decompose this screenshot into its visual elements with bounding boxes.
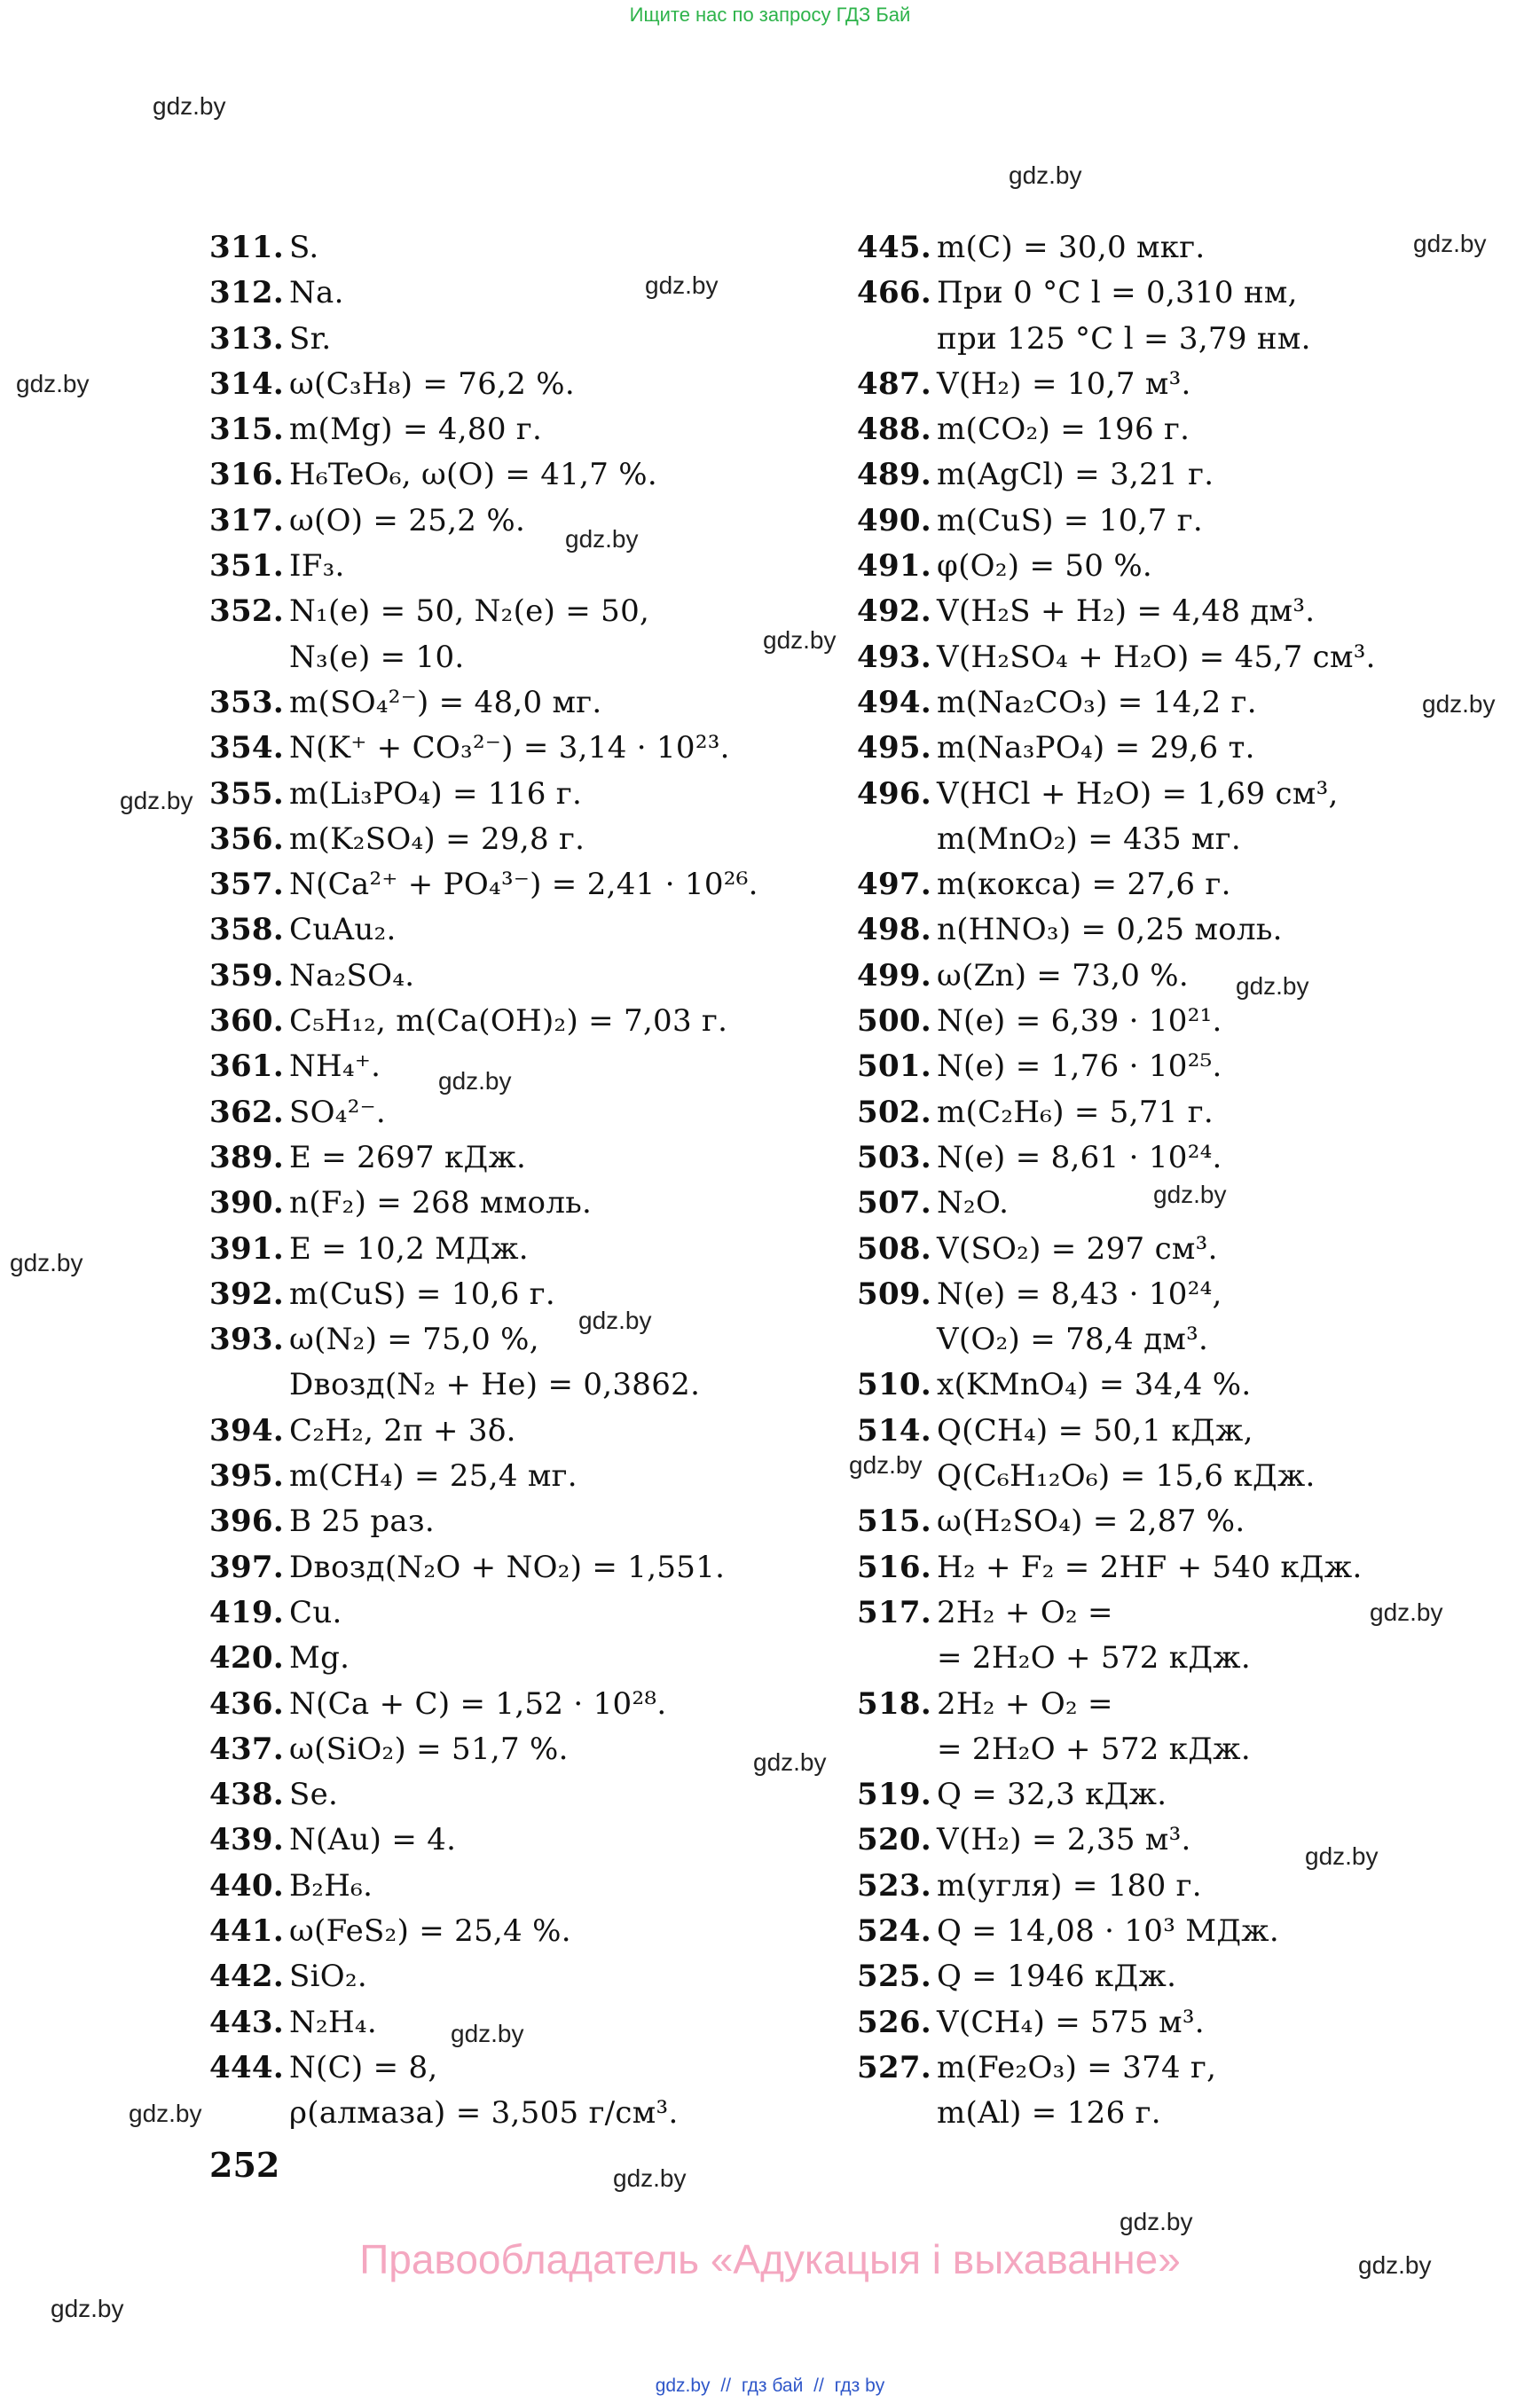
problem-number: 489. [857,457,932,493]
watermark: gdz.by [1370,1598,1443,1626]
answer-line [209,1454,758,1499]
problem-number: 397. [209,1549,285,1585]
answer-text: N(Au) = 4. [289,1822,457,1858]
problem-number: 438. [209,1777,285,1813]
problem-number: 439. [209,1822,285,1858]
problem-number: 312. [209,275,285,311]
answer-line [209,772,758,817]
problem-number: 488. [857,412,932,448]
answer-line [209,452,758,498]
footer-link-gdz-by[interactable]: gdz.by [655,2376,711,2396]
watermark: gdz.by [51,2295,124,2322]
answer-text: m(MnO₂) = 435 мг. [937,821,1241,857]
problem-number: 491. [857,548,932,585]
answer-text: n(F₂) = 268 ммоль. [289,1185,593,1221]
problem-number: 315. [209,412,285,448]
problem-number: 357. [209,867,285,903]
answer-text: В 25 раз. [289,1504,435,1540]
answer-text: Q = 1946 кДж. [937,1959,1177,1995]
answer-text: C₅H₁₂, m(Ca(OH)₂) = 7,03 г. [289,1003,728,1040]
answer-text: N(K⁺ + CO₃²⁻) = 3,14 · 10²³. [289,730,730,766]
top-banner: Ищите нас по запросу ГДЗ Бай [629,4,911,26]
problem-number: 502. [857,1094,932,1130]
answer-line [209,225,758,271]
watermark: gdz.by [645,271,719,299]
problem-number: 390. [209,1185,285,1221]
answer-line [857,907,1376,953]
answer-line [209,1772,758,1818]
watermark: gdz.by [1413,230,1487,257]
answer-text: 2H₂ + O₂ = [937,1685,1113,1722]
watermark: gdz.by [1422,690,1496,718]
watermark: gdz.by [578,1307,652,1334]
answer-text: N(Ca + C) = 1,52 · 10²⁸. [289,1685,667,1722]
problem-number: 419. [209,1594,285,1630]
answers-left-column [209,225,758,2136]
answer-text: m(CuS) = 10,6 г. [289,1276,556,1312]
watermark: gdz.by [849,1451,923,1479]
answer-text: N₁(e) = 50, N₂(e) = 50, [289,593,650,630]
answer-text: m(CH₄) = 25,4 мг. [289,1458,578,1495]
problem-number: 445. [857,230,932,265]
answer-line [857,999,1376,1044]
answer-line [857,2046,1376,2091]
answer-line [209,1682,758,1727]
answer-text: H₆TeO₆, ω(O) = 41,7 %. [289,457,658,493]
problem-number: 514. [857,1412,932,1449]
answer-line [857,1682,1376,1727]
answer-line [209,589,758,634]
answer-text: B₂H₆. [289,1867,373,1904]
problem-number: 358. [209,912,285,948]
copyright-notice: Правообладатель «Адукацыя і выхаванне» [359,2236,1181,2282]
problem-number: 500. [857,1003,932,1040]
problem-number: 519. [857,1777,932,1813]
problem-number: 509. [857,1276,932,1312]
answer-text: H₂ + F₂ = 2HF + 540 кДж. [937,1549,1363,1585]
answer-line [857,772,1376,817]
answer-line [209,1227,758,1272]
answer-text: N(e) = 6,39 · 10²¹. [937,1003,1222,1040]
answer-line [857,1818,1376,1863]
answer-text: m(SO₄²⁻) = 48,0 мг. [289,684,602,720]
answer-text: m(Mg) = 4,80 г. [289,412,543,448]
answer-text: ω(N₂) = 75,0 %, [289,1322,539,1358]
watermark: gdz.by [753,1748,827,1776]
watermark: gdz.by [1236,972,1309,1000]
answer-line [857,225,1376,271]
answer-line [857,817,1376,862]
problem-number: 351. [209,548,285,585]
answer-line [209,1818,758,1863]
answer-line [209,862,758,907]
problem-number: 317. [209,502,285,538]
answer-line [857,1362,1376,1408]
answer-line [857,1954,1376,1999]
answer-text: V(HCl + H₂O) = 1,69 см³, [937,775,1339,812]
answer-text: NH₄⁺. [289,1048,381,1085]
watermark: gdz.by [120,787,193,814]
answer-text: Q(C₆H₁₂O₆) = 15,6 кДж. [937,1458,1316,1495]
problem-number: 517. [857,1594,932,1630]
answer-text: ω(C₃H₈) = 76,2 %. [289,365,576,402]
problem-number: 444. [209,2049,285,2085]
answer-line [857,589,1376,634]
answer-line [209,726,758,771]
answer-text: S. [289,230,319,265]
problem-number: 497. [857,867,932,903]
watermark: gdz.by [565,525,639,553]
problem-number: 316. [209,457,285,493]
problem-number: 353. [209,684,285,720]
answer-line [209,954,758,999]
answer-text: IF₃. [289,548,345,585]
answer-text: N(e) = 8,43 · 10²⁴, [937,1276,1222,1312]
answer-text: m(AgCl) = 3,21 г. [937,457,1214,493]
problem-number: 503. [857,1139,932,1175]
answer-text: Na. [289,275,344,311]
answer-line [857,1909,1376,1954]
answer-text: ω(SiO₂) = 51,7 %. [289,1731,569,1767]
problem-number: 354. [209,730,285,766]
footer-link-gdz-by-alt[interactable]: гдз by [834,2376,885,2396]
answer-line [857,1409,1376,1454]
answer-text: m(Na₃PO₄) = 29,6 т. [937,730,1255,766]
answer-line [857,1454,1376,1499]
answer-text: E = 10,2 МДж. [289,1230,529,1267]
answer-line [857,680,1376,726]
answer-text: V(O₂) = 78,4 дм³. [937,1322,1209,1358]
answer-line [209,1090,758,1135]
answer-line [209,317,758,362]
watermark: gdz.by [1305,1842,1379,1870]
problem-number: 362. [209,1094,285,1130]
problem-number: 466. [857,275,932,311]
problem-number: 440. [209,1867,285,1904]
problem-number: 393. [209,1322,285,1358]
answer-line [209,499,758,544]
answer-text: m(Li₃PO₄) = 116 г. [289,775,583,812]
answer-line [209,1590,758,1636]
watermark: gdz.by [1009,161,1082,189]
answer-line [857,1135,1376,1181]
answer-line [857,1181,1376,1226]
problem-number: 420. [209,1640,285,1677]
answer-line [857,544,1376,589]
footer-separator: // [813,2376,824,2396]
answer-line [209,907,758,953]
answer-text: ω(H₂SO₄) = 2,87 %. [937,1504,1245,1540]
problem-number: 526. [857,2004,932,2040]
answer-line [857,362,1376,407]
problem-number: 525. [857,1959,932,1995]
watermark: gdz.by [1120,2208,1193,2235]
answer-line [857,407,1376,452]
answer-text: n(HNO₃) = 0,25 моль. [937,912,1283,948]
problem-number: 441. [209,1912,285,1949]
answer-line [209,1499,758,1544]
answer-text: Cu. [289,1594,342,1630]
answer-text: V(H₂) = 2,35 м³. [937,1822,1191,1858]
problem-number: 492. [857,593,932,630]
answer-line [209,635,758,680]
answer-text: ω(O) = 25,2 %. [289,502,526,538]
problem-number: 311. [209,230,285,265]
answer-text: N₂H₄. [289,2004,377,2040]
answer-line [857,317,1376,362]
answer-text: Q(CH₄) = 50,1 кДж, [937,1412,1253,1449]
answer-text: При 0 °C l = 0,310 нм, [937,275,1298,311]
answer-line [857,499,1376,544]
answer-text: Dвозд(N₂O + NO₂) = 1,551. [289,1549,726,1585]
answer-line [209,2091,758,2136]
problem-number: 389. [209,1139,285,1175]
answer-text: φ(O₂) = 50 %. [937,548,1153,585]
problem-number: 391. [209,1230,285,1267]
answer-line [209,1362,758,1408]
problem-number: 520. [857,1822,932,1858]
problem-number: 495. [857,730,932,766]
page-number: 252 [209,2145,280,2185]
answer-text: Se. [289,1777,339,1813]
answers-right-column [857,225,1376,2136]
answer-line [857,271,1376,316]
watermark: gdz.by [451,2020,524,2047]
answer-text: m(C₂H₆) = 5,71 г. [937,1094,1214,1130]
answer-text: V(SO₂) = 297 см³. [937,1230,1218,1267]
answer-line [857,1090,1376,1135]
answer-line [209,1909,758,1954]
answer-text: 2H₂ + O₂ = [937,1594,1113,1630]
answer-text: = 2H₂O + 572 кДж. [937,1731,1251,1767]
answer-line [209,1409,758,1454]
answer-text: ρ(алмаза) = 3,505 г/см³. [289,2095,679,2132]
answer-line [857,2000,1376,2046]
answer-text: Dвозд(N₂ + He) = 0,3862. [289,1367,701,1403]
answer-line [209,1317,758,1362]
footer-links [0,2376,1540,2397]
answer-text: N(e) = 8,61 · 10²⁴. [937,1139,1222,1175]
problem-number: 524. [857,1912,932,1949]
answer-line [857,1317,1376,1362]
answer-text: m(угля) = 180 г. [937,1867,1202,1904]
answer-text: Mg. [289,1640,350,1677]
answer-line [857,1590,1376,1636]
watermark: gdz.by [1153,1181,1227,1208]
problem-number: 493. [857,639,932,675]
answer-text: V(H₂SO₄ + H₂O) = 45,7 см³. [937,639,1376,675]
answer-line [209,544,758,589]
problem-number: 442. [209,1959,285,1995]
answer-line [857,1272,1376,1317]
answer-text: V(H₂) = 10,7 м³. [937,365,1191,402]
answer-text: m(CuS) = 10,7 г. [937,502,1204,538]
problem-number: 443. [209,2004,285,2040]
answer-text: Q = 32,3 кДж. [937,1777,1167,1813]
answer-text: N(e) = 1,76 · 10²⁵. [937,1048,1222,1085]
answer-text: V(H₂S + H₂) = 4,48 дм³. [937,593,1316,630]
watermark: gdz.by [153,92,226,120]
problem-number: 496. [857,775,932,812]
answer-text: = 2H₂O + 572 кДж. [937,1640,1251,1677]
answer-text: Na₂SO₄. [289,957,415,993]
answer-text: m(кокса) = 27,6 г. [937,867,1231,903]
answer-line [857,1499,1376,1544]
problem-number: 355. [209,775,285,812]
problem-number: 314. [209,365,285,402]
answer-line [209,2046,758,2091]
problem-number: 396. [209,1504,285,1540]
answer-text: m(C) = 30,0 мкг. [937,230,1206,265]
answer-line [209,1272,758,1317]
answer-text: Sr. [289,320,332,357]
answer-line [857,2091,1376,2136]
answer-text: C₂H₂, 2π + 3δ. [289,1412,516,1449]
problem-number: 360. [209,1003,285,1040]
problem-number: 501. [857,1048,932,1085]
answer-text: N(Ca²⁺ + PO₄³⁻) = 2,41 · 10²⁶. [289,867,758,903]
answer-line [857,1044,1376,1089]
answer-text: ω(FeS₂) = 25,4 %. [289,1912,571,1949]
answer-line [209,999,758,1044]
answer-text: при 125 °C l = 3,79 нм. [937,320,1311,357]
problem-number: 359. [209,957,285,993]
answer-line [209,817,758,862]
answer-text: ω(Zn) = 73,0 %. [937,957,1190,993]
answer-text: V(CH₄) = 575 м³. [937,2004,1205,2040]
problem-number: 436. [209,1685,285,1722]
answer-line [857,1864,1376,1909]
answer-line [857,635,1376,680]
answer-line [209,1954,758,1999]
answer-line [209,362,758,407]
problem-number: 515. [857,1504,932,1540]
problem-number: 516. [857,1549,932,1585]
problem-number: 498. [857,912,932,948]
problem-number: 313. [209,320,285,357]
answer-text: N₂O. [937,1185,1010,1221]
problem-number: 361. [209,1048,285,1085]
problem-number: 499. [857,957,932,993]
problem-number: 392. [209,1276,285,1312]
problem-number: 394. [209,1412,285,1449]
watermark: gdz.by [129,2100,202,2127]
answer-text: m(Fe₂O₃) = 374 г, [937,2049,1217,2085]
answer-text: E = 2697 кДж. [289,1139,527,1175]
problem-number: 507. [857,1185,932,1221]
problem-number: 356. [209,821,285,857]
answer-text: N₃(e) = 10. [289,639,465,675]
answer-text: SO₄²⁻. [289,1094,386,1130]
problem-number: 490. [857,502,932,538]
answer-line [857,452,1376,498]
answer-text: N(C) = 8, [289,2049,438,2085]
answer-text: CuAu₂. [289,912,397,948]
answer-text: m(K₂SO₄) = 29,8 г. [289,821,585,857]
watermark: gdz.by [10,1249,83,1276]
answer-line [209,1135,758,1181]
problem-number: 523. [857,1867,932,1904]
answer-line [209,1636,758,1681]
answer-line [857,1545,1376,1590]
answer-line [857,862,1376,907]
answer-line [209,1181,758,1226]
answer-line [209,407,758,452]
answer-line [857,1227,1376,1272]
answer-text: m(Al) = 126 г. [937,2095,1161,2132]
watermark: gdz.by [438,1067,512,1095]
answer-line [857,1636,1376,1681]
problem-number: 518. [857,1685,932,1722]
answer-text: m(CO₂) = 196 г. [937,412,1190,448]
watermark: gdz.by [1358,2251,1432,2279]
answer-text: m(Na₂CO₃) = 14,2 г. [937,684,1257,720]
answer-line [209,1864,758,1909]
watermark: gdz.by [763,626,837,654]
answer-text: Q = 14,08 · 10³ МДж. [937,1912,1279,1949]
answer-line [209,680,758,726]
answer-text: SiO₂. [289,1959,367,1995]
problem-number: 510. [857,1367,932,1403]
problem-number: 395. [209,1458,285,1495]
answer-line [857,1727,1376,1772]
footer-link-gdz-bai[interactable]: гдз бай [741,2376,804,2396]
watermark: gdz.by [613,2164,687,2192]
answer-line [857,726,1376,771]
problem-number: 487. [857,365,932,402]
answer-line [209,1727,758,1772]
problem-number: 437. [209,1731,285,1767]
answer-text: x(KMnO₄) = 34,4 %. [937,1367,1252,1403]
footer-separator: // [720,2376,732,2396]
problem-number: 527. [857,2049,932,2085]
answer-line [857,1772,1376,1818]
problem-number: 508. [857,1230,932,1267]
answer-line [209,1545,758,1590]
problem-number: 352. [209,593,285,630]
watermark: gdz.by [16,370,90,397]
problem-number: 494. [857,684,932,720]
